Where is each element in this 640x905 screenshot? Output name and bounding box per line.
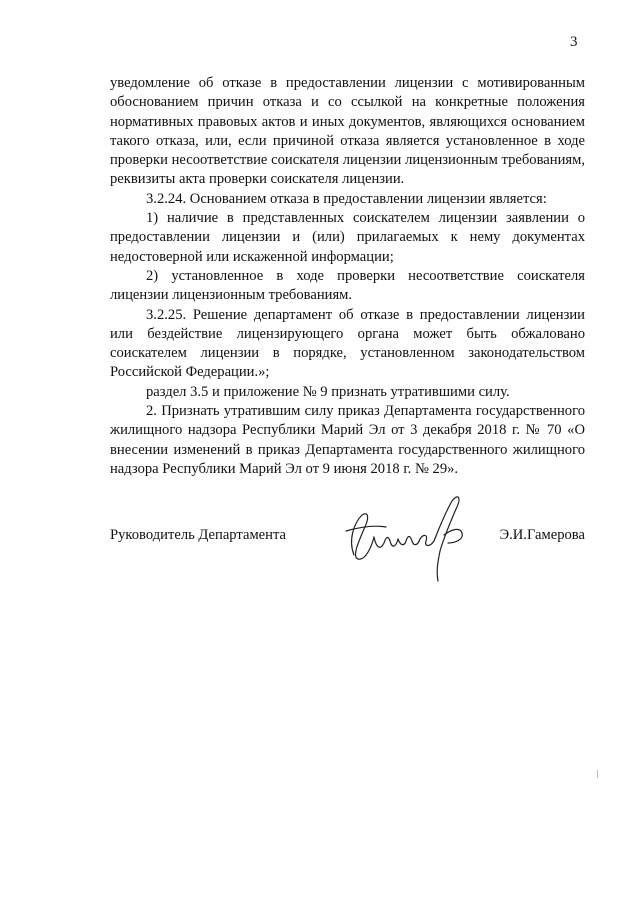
paragraph-point-2: 2. Признать утратившим силу приказ Департамента государственного жилищного надзора Республики Марий Эл от 3 декабря 2018 г. № 70 «О внесении изменений в приказ Департамента государственного жилищного надзора Республики Марий Эл от 9 июня 2018 г. № 29». — [110, 403, 585, 477]
handwritten-signature — [340, 485, 480, 585]
paragraph-item-1: 1) наличие в представленных соискателем лицензии заявлении о предоставлении лицензии и (или) прилагаемых к нему документах недостоверной или искаженной информации; — [110, 210, 585, 265]
paragraph-3-2-25: 3.2.25. Решение департамент об отказе в предоставлении лицензии или бездействие лицензирующего органа может быть обжаловано соискателем лицензии в порядке, установленном законодательством Российской Федерации.»; — [110, 306, 585, 381]
paragraph-section-3-5: раздел 3.5 и приложение № 9 признать утратившими силу. — [146, 383, 510, 400]
margin-mark — [597, 770, 598, 778]
paragraph-3-2-24: 3.2.24. Основанием отказа в предоставлении лицензии является: — [146, 190, 547, 207]
document-body — [110, 74, 585, 479]
paragraph-item-2: 2) установленное в ходе проверки несоответствие соискателя лицензии лицензионным требованиям. — [110, 267, 585, 304]
signer-title: Руководитель Департамента — [110, 527, 286, 543]
paragraph-notification: уведомление об отказе в предоставлении лицензии с мотивированным обоснованием причин отказа и со ссылкой на конкретные положения нормативных правовых актов и иных документов, являющихся основанием такого отказа, или, если причиной отказа является установленное в ходе проверки несоответствие соискателя лицензии лицензионным требованиям, реквизиты акта проверки соискателя лицензии. — [110, 75, 585, 188]
signer-name: Э.И.Гамерова — [499, 527, 585, 543]
page-number: 3 — [570, 34, 578, 50]
